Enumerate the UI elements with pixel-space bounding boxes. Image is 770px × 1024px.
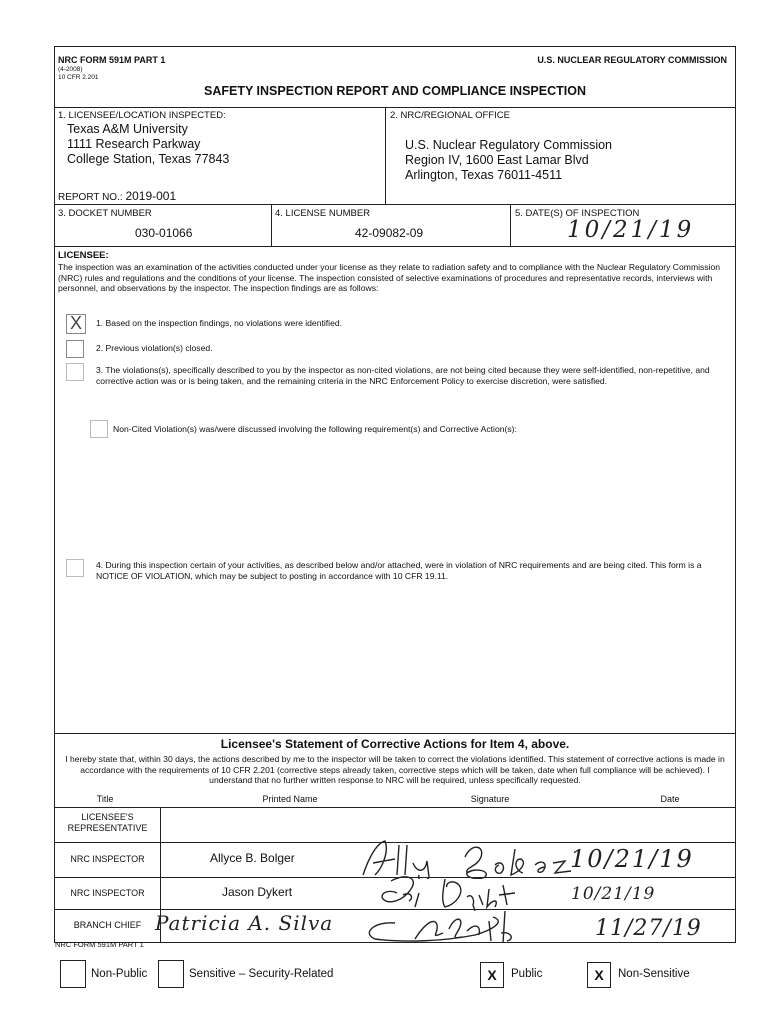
inspection-date: 10/21/19 bbox=[567, 217, 695, 243]
inspection-form bbox=[54, 46, 736, 943]
non-sensitive-checkbox[interactable]: X bbox=[587, 962, 611, 988]
noncited-text: Non-Cited Violation(s) was/were discussed involving the following requirement(s) and Corrective Action(s): bbox=[113, 424, 517, 434]
row-licensee-rep-title: LICENSEE'S REPRESENTATIVE bbox=[67, 812, 148, 833]
item2-text: 2. Previous violation(s) closed. bbox=[96, 343, 213, 353]
item4-text: 4. During this inspection certain of your activities, as described below and/or attached, were in violation of NRC requirements and are being cited. This form is a NOTICE OF VIOLATION, which may be subject to posting in accordance with 10 CFR 19.11. bbox=[96, 560, 702, 581]
row-inspector2-title: NRC INSPECTOR bbox=[70, 888, 145, 898]
agency-name: U.S. NUCLEAR REGULATORY COMMISSION bbox=[537, 55, 727, 65]
sensitive-checkbox[interactable] bbox=[158, 960, 184, 988]
inspector1-name: Allyce B. Bolger bbox=[210, 851, 295, 865]
item4-checkbox[interactable] bbox=[66, 559, 84, 577]
inspector2-date: 10/21/19 bbox=[571, 884, 656, 904]
item1-checkbox[interactable] bbox=[66, 314, 86, 334]
statement-title: Licensee's Statement of Corrective Actions for Item 4, above. bbox=[220, 737, 570, 751]
inspector1-date: 10/21/19 bbox=[570, 845, 694, 873]
item3-checkbox[interactable] bbox=[66, 363, 84, 381]
inspection-intro: The inspection was an examination of the activities conducted under your license as they relate to radiation safety and to compliance with the Nuclear Regulatory Commission (NRC) rules and regulations and the conditions of your license. The inspection consisted of selective examinations of procedures and representative records, interviews with personnel, and observations by the inspector. The inspection findings are as follows: bbox=[58, 262, 721, 293]
col-signature: Signature bbox=[470, 794, 510, 804]
form-date: (4-2008) bbox=[58, 66, 83, 73]
row-branch-chief-title: BRANCH CHIEF bbox=[73, 920, 142, 930]
inspection-date-label: 5. DATE(S) OF INSPECTION bbox=[515, 208, 640, 219]
licensee-street: 1111 Research Parkway bbox=[67, 137, 201, 151]
licensee-name: Texas A&M University bbox=[67, 122, 188, 136]
report-number: REPORT NO.: 2019-001 bbox=[58, 189, 177, 203]
branch-chief-name: Patricia A. Silva bbox=[155, 911, 334, 935]
col-printed-name: Printed Name bbox=[262, 794, 318, 804]
licensee-city: College Station, Texas 77843 bbox=[67, 152, 230, 166]
item1-text: 1. Based on the inspection findings, no violations were identified. bbox=[96, 318, 343, 328]
licensee-location-label: 1. LICENSEE/LOCATION INSPECTED: bbox=[58, 110, 226, 121]
office-street: Region IV, 1600 East Lamar Blvd bbox=[405, 153, 589, 167]
branch-chief-date: 11/27/19 bbox=[595, 916, 702, 941]
form-name: NRC FORM 591M PART 1 bbox=[58, 55, 166, 65]
public-checkbox[interactable]: X bbox=[480, 962, 504, 988]
cfr-reference: 10 CFR 2.201 bbox=[58, 74, 99, 81]
regional-office-label: 2. NRC/REGIONAL OFFICE bbox=[390, 110, 510, 121]
non-public-label: Non-Public bbox=[91, 968, 148, 980]
checkmark-x-icon: X bbox=[69, 313, 82, 333]
branch-chief-signature bbox=[355, 903, 545, 945]
non-public-checkbox[interactable] bbox=[60, 960, 86, 988]
public-label: Public bbox=[511, 968, 543, 980]
noncited-checkbox[interactable] bbox=[90, 420, 108, 438]
col-date: Date bbox=[660, 794, 680, 804]
item2-checkbox[interactable] bbox=[66, 340, 84, 358]
licensee-heading: LICENSEE: bbox=[58, 250, 109, 261]
office-name: U.S. Nuclear Regulatory Commission bbox=[405, 138, 613, 152]
non-sensitive-label: Non-Sensitive bbox=[618, 968, 690, 980]
row-inspector1-title: NRC INSPECTOR bbox=[70, 854, 145, 864]
sensitive-label: Sensitive – Security-Related bbox=[189, 968, 334, 980]
office-city: Arlington, Texas 76011-4511 bbox=[405, 168, 563, 182]
inspector2-name: Jason Dykert bbox=[222, 885, 293, 899]
footer-form-name: NRC FORM 591M PART 1 bbox=[55, 940, 144, 949]
item3-text: 3. The violations(s), specifically described to you by the inspector as non-cited violations, are not being cited because they were self-identified, non-repetitive, and corrective action was or is being taken, and the remaining criteria in the NRC Enforcement Policy to exercise discretion, were satisfied. bbox=[96, 365, 710, 386]
statement-text: I hereby state that, within 30 days, the actions described by me to the inspector will be taken to correct the violations identified. This statement of corrective actions is made in accordance with the requirements of 10 CFR 2.201 (corrective steps already taken, corrective steps which will be taken, date when full compliance will be achieved). I understand that no further written response to NRC will be required, unless specifically requested. bbox=[65, 754, 725, 785]
form-title: SAFETY INSPECTION REPORT AND COMPLIANCE INSPECTION bbox=[204, 84, 586, 98]
regional-office-address bbox=[405, 138, 612, 183]
license-number: 42-09082-09 bbox=[355, 226, 424, 240]
licensee-address bbox=[67, 122, 229, 167]
license-label: 4. LICENSE NUMBER bbox=[275, 208, 371, 219]
docket-label: 3. DOCKET NUMBER bbox=[58, 208, 152, 219]
col-title: Title bbox=[96, 794, 114, 804]
docket-number: 030-01066 bbox=[135, 226, 193, 240]
